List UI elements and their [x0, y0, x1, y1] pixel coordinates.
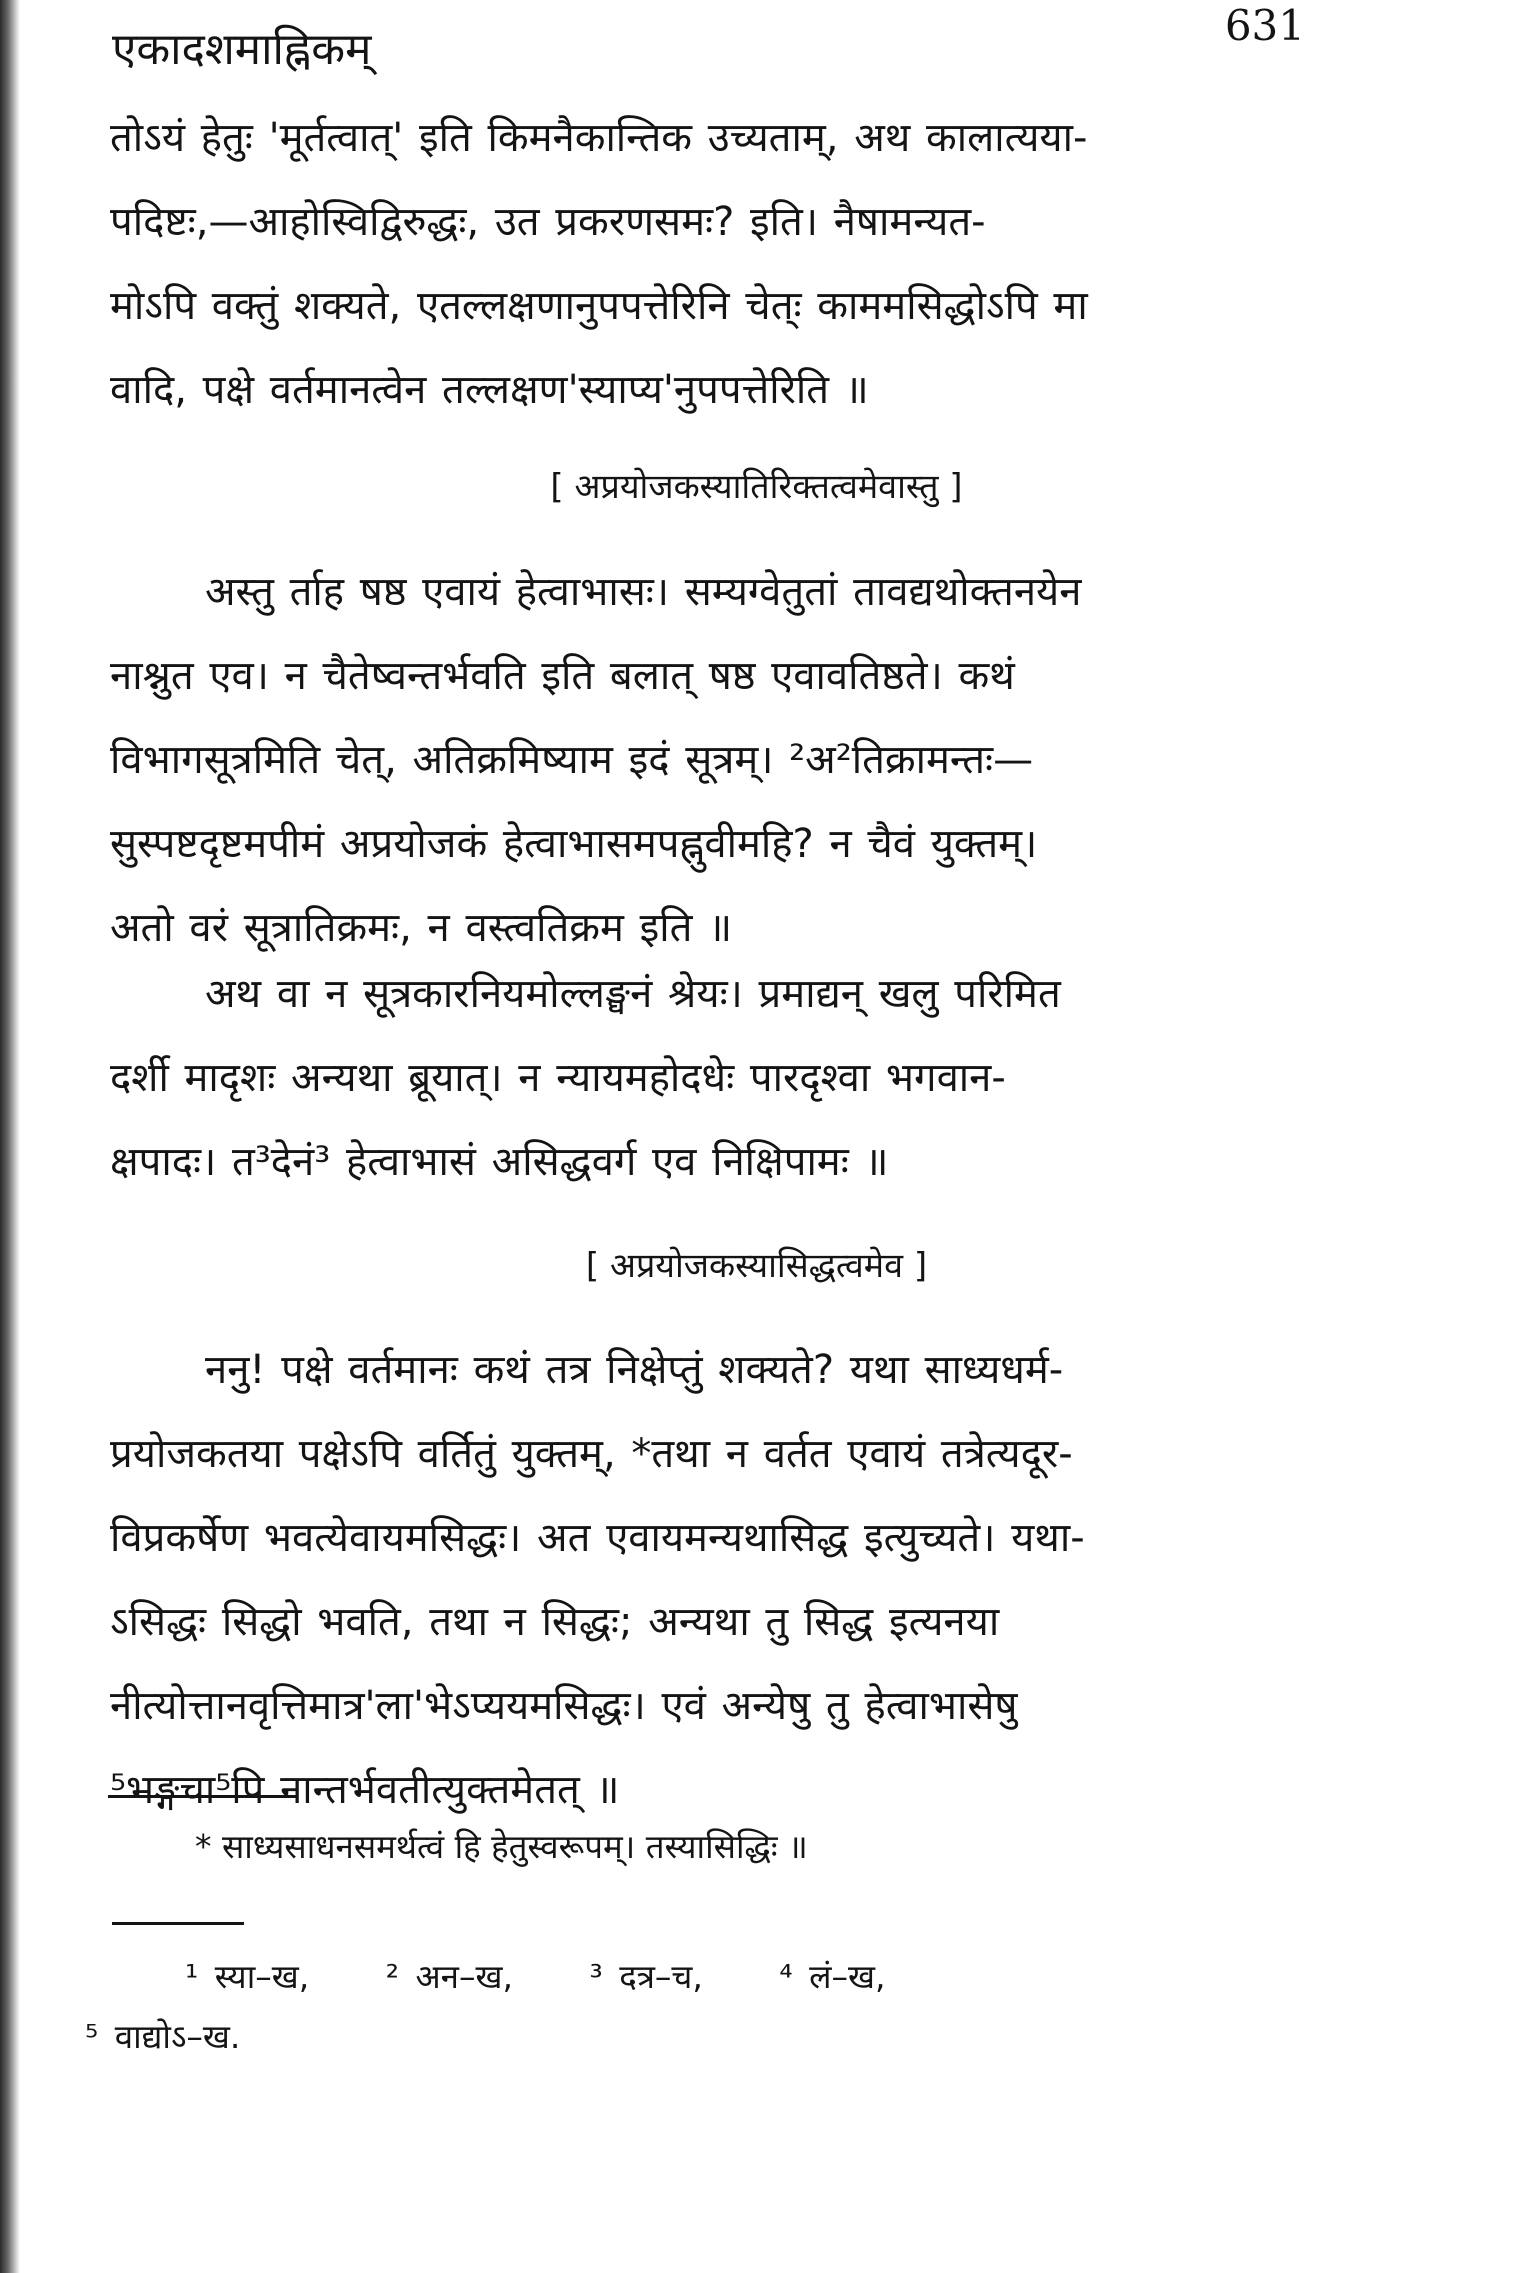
text-line: वादि, पक्षे वर्तमानत्वेन तल्लक्षण'स्याप्य'नुपपत्तेरिति ॥	[110, 367, 869, 413]
page-number: 631	[1224, 1, 1305, 50]
text-line: सुस्पष्टदृष्टमपीमं अप्रयोजकं हेत्वाभासमपह्नुवीमहि? न चैवं युक्तम्।	[110, 821, 1038, 867]
text-line: ऽसिद्धः सिद्धो भवति, तथा न सिद्धः; अन्यथा तु सिद्ध इत्यनया	[110, 1599, 1000, 1645]
paragraph-1	[110, 96, 1310, 432]
text-line: ननु! पक्षे वर्तमानः कथं तत्र निक्षेप्तुं शक्यते? यथा साध्यधर्म-	[205, 1347, 1064, 1393]
footnote-divider	[108, 1795, 298, 1798]
text-line: मोऽपि वक्तुं शक्यते, एतल्लक्षणानुपपत्तेरिनि चेत्ः काममसिद्धोऽपि मा	[110, 283, 1088, 329]
text-line: नीत्योत्तानवृत्तिमात्र'ला'भेऽप्ययमसिद्धः। एवं अन्येषु तु हेत्वाभासेषु	[110, 1683, 1018, 1729]
variant-reading: ⁴ लं–ख,	[779, 1957, 886, 1996]
variant-reading-last: ⁵ वाद्योऽ–ख.	[85, 2017, 241, 2056]
variants-divider	[112, 1922, 244, 1925]
text-line: दर्शी मादृशः अन्यथा ब्रूयात्। न न्यायमहोदधेः पारदृश्वा भगवान-	[110, 1055, 1006, 1101]
variant-reading: ³ दत्र–च,	[589, 1957, 703, 1996]
text-line: अथ वा न सूत्रकारनियमोल्लङ्घनं श्रेयः। प्रमाद्यन् खलु परिमित	[205, 971, 1061, 1017]
text-line: अतो वरं सूत्रातिक्रमः, न वस्त्वतिक्रम इति ॥	[110, 905, 733, 951]
page-edge-shadow	[0, 0, 20, 2273]
variant-reading: ² अन–ख,	[385, 1957, 513, 1996]
text-line: तोऽयं हेतुः 'मूर्तत्वात्' इति किमनैकान्तिक उच्यताम्, अथ कालात्यया-	[110, 115, 1088, 161]
text-line: ⁵भङ्गचा⁵पि नान्तर्भवतीत्युक्तमेतत् ॥	[110, 1767, 620, 1813]
variant-readings-line-1	[85, 1952, 945, 2002]
footnote-star: * साध्यसाधनसमर्थत्वं हि हेतुस्वरूपम्। तस्यासिद्धिः ॥	[195, 1827, 808, 1866]
paragraph-4	[110, 1328, 1310, 1832]
paragraph-2	[110, 550, 1310, 970]
variant-reading: ¹ स्या–ख,	[185, 1957, 310, 1996]
text-line: पदिष्टः,—आहोस्विद्विरुद्धः, उत प्रकरणसमः? इति। नैषामन्यत-	[110, 199, 986, 245]
section-heading-1: [ अप्रयोजकस्यातिरिक्तत्वमेवास्तु ]	[550, 467, 963, 507]
text-line: नाश्नुत एव। न चैतेष्वन्तर्भवति इति बलात् षष्ठ एवावतिष्ठते। कथं	[110, 653, 1015, 699]
text-line: अस्तु र्ताह षष्ठ एवायं हेत्वाभासः। सम्यग्वेतुतां तावद्यथोक्तनयेन	[205, 569, 1082, 615]
text-line: विप्रकर्षेण भवत्येवायमसिद्धः। अत एवायमन्यथासिद्ध इत्युच्यते। यथा-	[110, 1515, 1085, 1561]
paragraph-3	[110, 952, 1310, 1204]
text-line: विभागसूत्रमिति चेत्, अतिक्रमिष्याम इदं सूत्रम्। ²अ²तिक्रामन्तः—	[110, 737, 1034, 783]
running-head: एकादशमाह्निकम्	[112, 24, 372, 75]
section-heading-2: [ अप्रयोजकस्यासिद्धत्वमेव ]	[585, 1246, 928, 1286]
text-line: क्षपादः। त³देनं³ हेत्वाभासं असिद्धवर्ग एव निक्षिपामः ॥	[110, 1139, 889, 1185]
text-line: प्रयोजकतया पक्षेऽपि वर्तितुं युक्तम्, *तथा न वर्तत एवायं तत्रेत्यदूर-	[110, 1431, 1073, 1477]
